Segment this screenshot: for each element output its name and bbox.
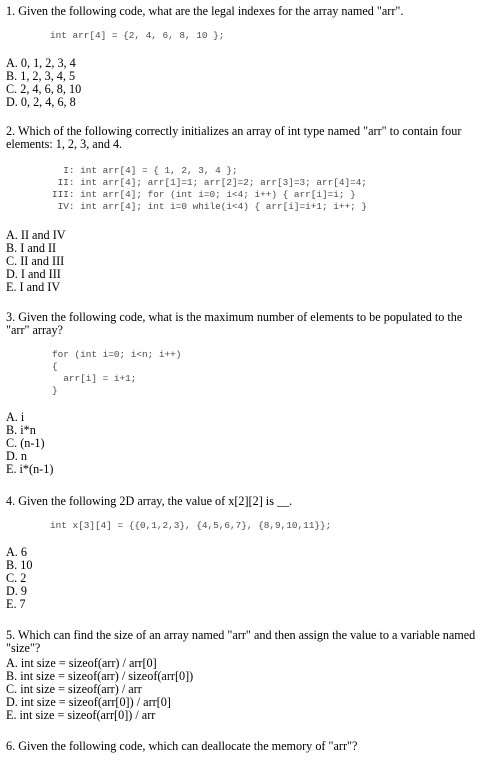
question-3-code-line-2: {	[52, 361, 58, 372]
q5-option-d: D. int size = sizeof(arr[0]) / arr[0]	[6, 695, 171, 709]
question-2-text: 2. Which of the following correctly initializes an array of int type named "arr" to contain four elements: 1, 2, 3, and 4.	[6, 124, 462, 151]
question-3-code-line-4: }	[52, 385, 58, 396]
q1-option-b: B. 1, 2, 3, 4, 5	[6, 69, 76, 83]
q5-option-a: A. int size = sizeof(arr) / arr[0]	[6, 656, 157, 670]
question-4-code: int x[3][4] = {{0,1,2,3}, {4,5,6,7}, {8,9,10,11}};	[50, 520, 332, 531]
q3-option-e: E. i*(n-1)	[6, 462, 54, 476]
q1-option-a: A. 0, 1, 2, 3, 4	[6, 56, 76, 70]
question-5-text: 5. Which can find the size of an array named "arr" and then assign the value to a variable named "size"?	[6, 628, 476, 655]
q2-option-c: C. II and III	[6, 254, 65, 268]
question-6-text: 6. Given the following code, which can deallocate the memory of "arr"?	[6, 739, 358, 753]
q4-option-e: E. 7	[6, 597, 26, 611]
question-2-code-line-4: IV: int arr[4]; int i=0 while(i<4) { arr[i]=i+1; i++; }	[52, 201, 368, 212]
q2-option-b: B. I and II	[6, 241, 57, 255]
question-2-code-line-1: I: int arr[4] = { 1, 2, 3, 4 };	[52, 165, 238, 176]
q1-option-c: C. 2, 4, 6, 8, 10	[6, 82, 82, 96]
question-2-code-line-2: II: int arr[4]; arr[1]=1; arr[2]=2; arr[3]=3; arr[4]=4;	[52, 177, 368, 188]
question-4-text: 4. Given the following 2D array, the value of x[2][2] is __.	[6, 494, 293, 508]
question-3-code-line-3: arr[i] = i+1;	[52, 373, 137, 384]
q1-option-d: D. 0, 2, 4, 6, 8	[6, 95, 76, 109]
q2-option-d: D. I and III	[6, 267, 61, 281]
q4-option-a: A. 6	[6, 545, 27, 559]
q5-option-e: E. int size = sizeof(arr[0]) / arr	[6, 708, 156, 722]
question-1-code: int arr[4] = {2, 4, 6, 8, 10 };	[50, 30, 225, 41]
q4-option-c: C. 2	[6, 571, 27, 585]
q3-option-b: B. i*n	[6, 423, 36, 437]
q4-option-d: D. 9	[6, 584, 27, 598]
question-2-code-line-3: III: int arr[4]; for (int i=0; i<4; i++) { arr[i]=i; }	[52, 189, 356, 200]
q4-option-b: B. 10	[6, 558, 33, 572]
q5-option-c: C. int size = sizeof(arr) / arr	[6, 682, 142, 696]
q5-option-b: B. int size = sizeof(arr) / sizeof(arr[0])	[6, 669, 194, 683]
q2-option-e: E. I and IV	[6, 280, 61, 294]
question-3-code-line-1: for (int i=0; i<n; i++)	[52, 349, 182, 360]
q3-option-c: C. (n-1)	[6, 436, 45, 450]
q3-option-d: D. n	[6, 449, 27, 463]
question-1-text: 1. Given the following code, what are the legal indexes for the array named "arr".	[6, 4, 404, 18]
q2-option-a: A. II and IV	[6, 228, 66, 242]
question-3-text: 3. Given the following code, what is the maximum number of elements to be populated to the "arr" array?	[6, 310, 463, 337]
q3-option-a: A. i	[6, 410, 25, 424]
